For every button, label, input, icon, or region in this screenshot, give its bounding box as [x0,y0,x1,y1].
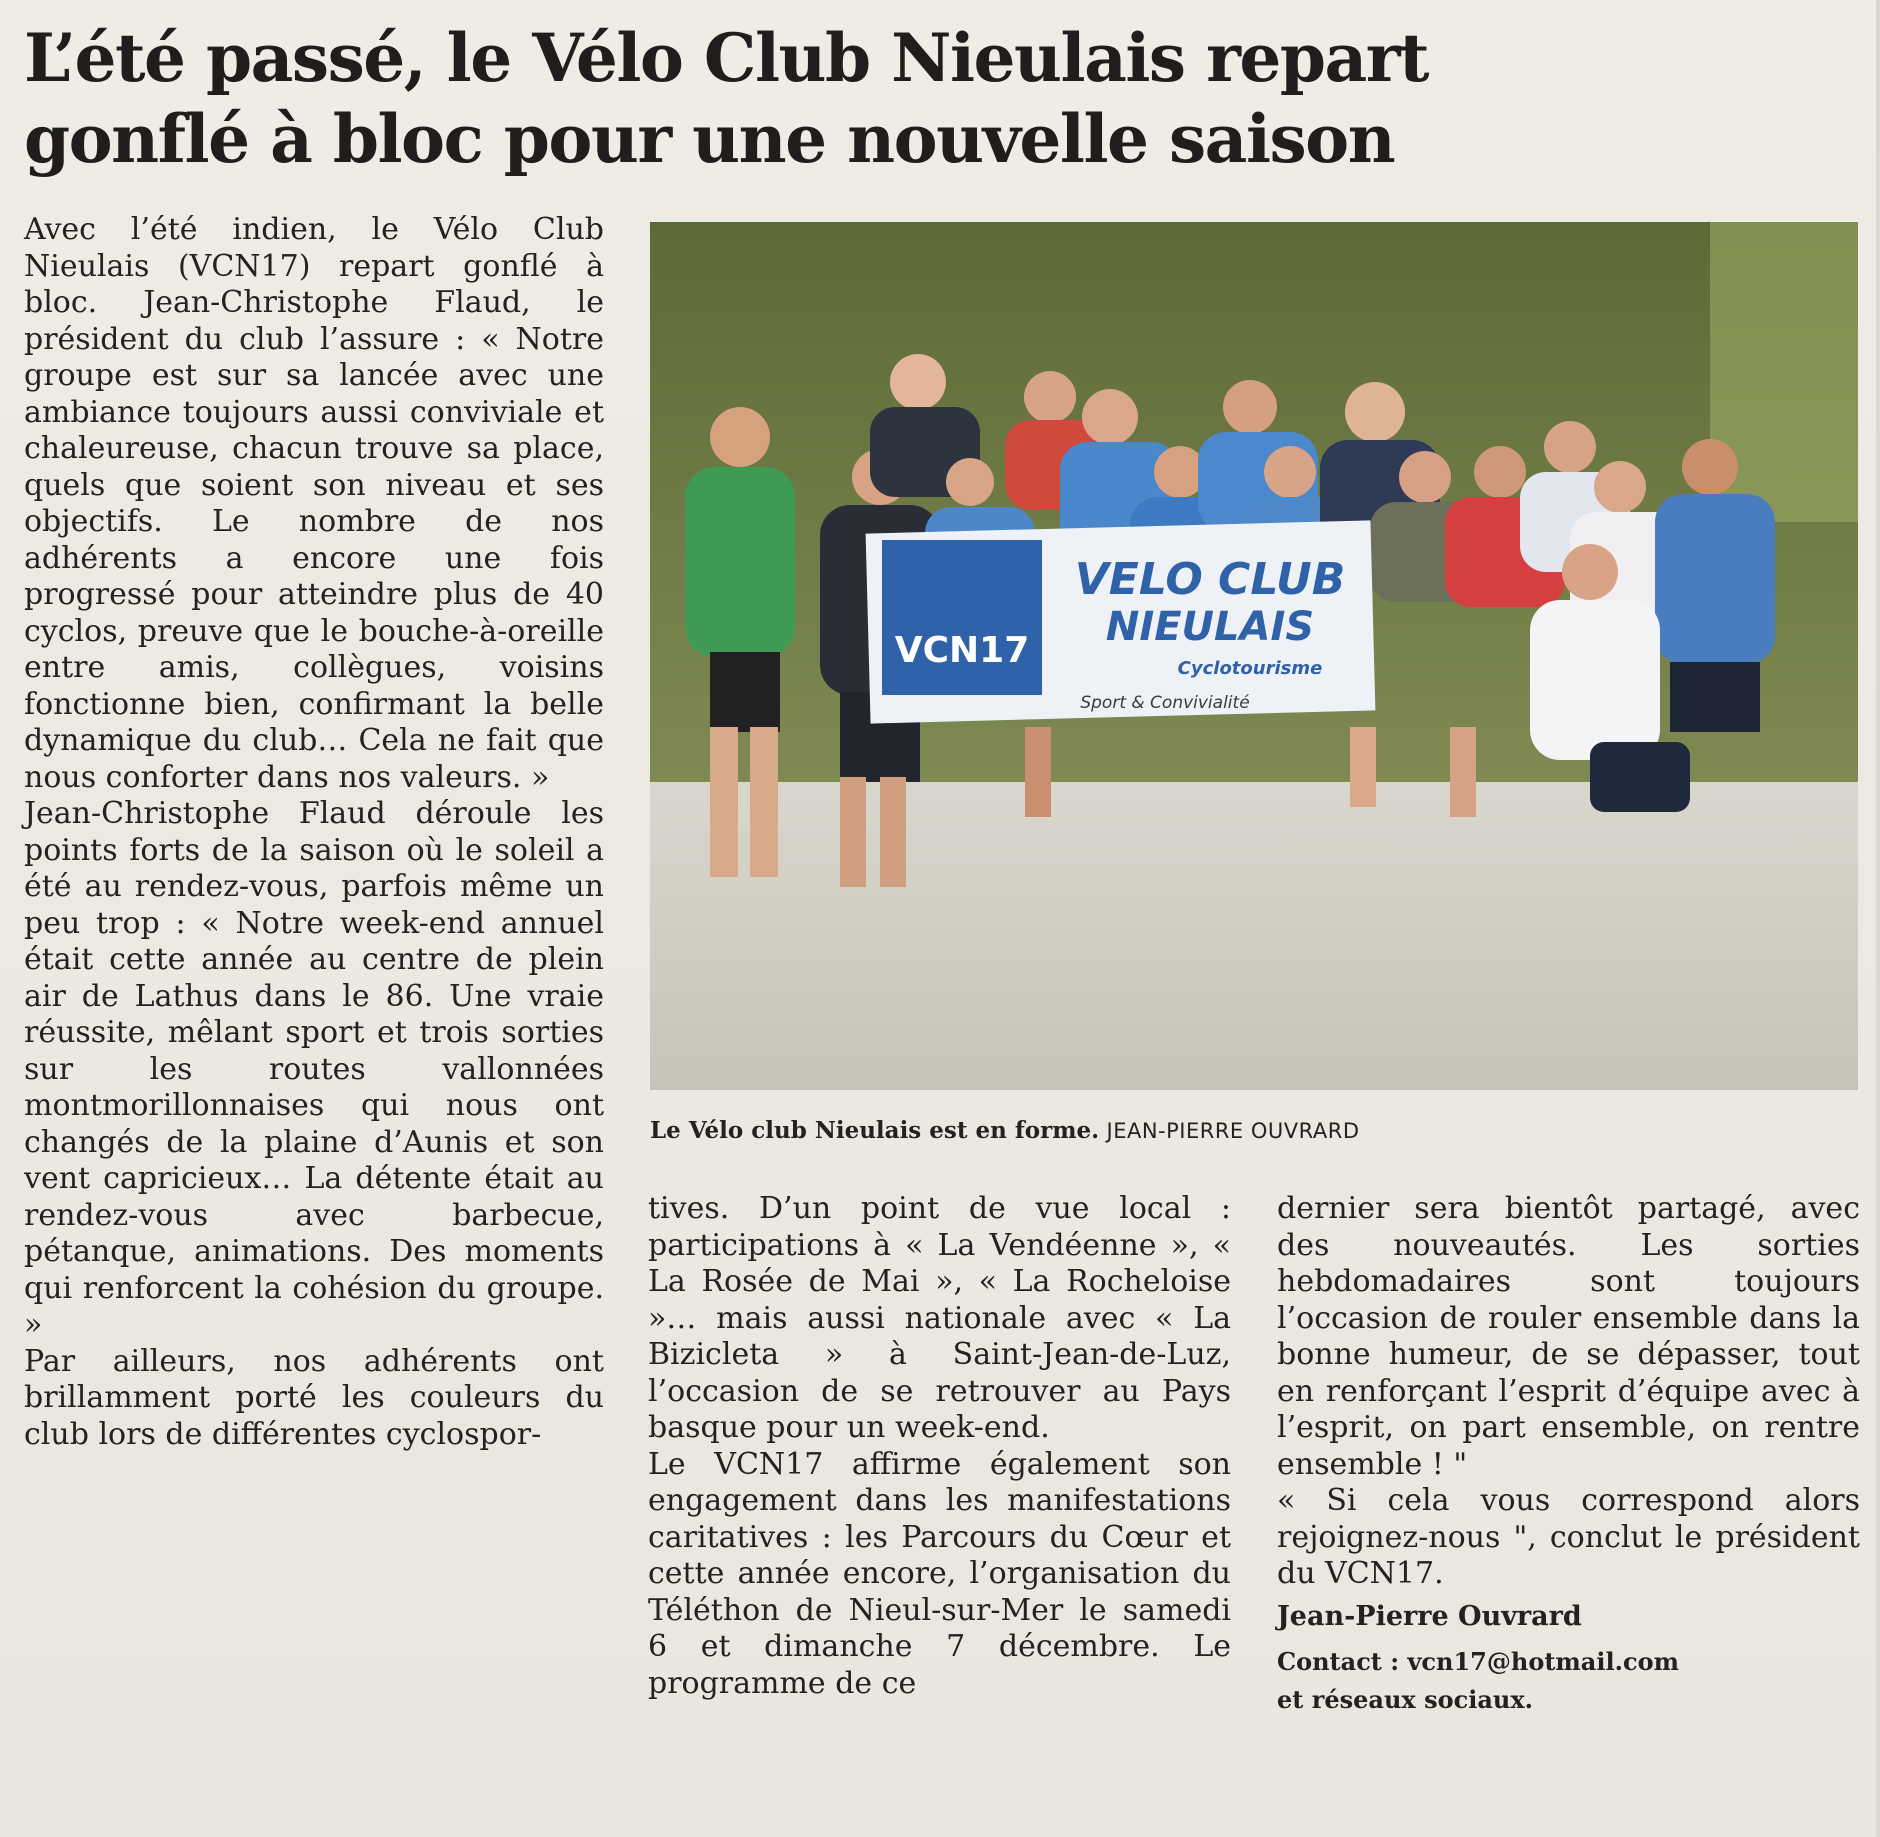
paragraph: Le VCN17 affirme également son engagement dans les manifestations caritatives : les Parcours du Cœur et cette année encore, l’organisation du Téléthon de Nieul-sur-Mer le samedi 6 et dimanche 7 décembre. Le programme de ce [648,1446,1231,1701]
banner-title-line-2: NIEULAIS [1105,604,1315,650]
headline-line-2: gonflé à bloc pour une nouvelle saison [24,100,1395,178]
photo-credit: JEAN-PIERRE OUVRARD [1106,1119,1360,1143]
banner-logo [882,540,1042,695]
paragraph: Avec l’été indien, le Vélo Club Nieulais (VCN17) repart gonflé à bloc. Jean-Christophe Flaud, le président du club l’assure : « Notre groupe est sur sa lancée avec une ambiance toujours aussi conviviale et chaleureuse, chacun trouve sa place, quels que soient son niveau et ses objectifs. Le nombre de nos adhérents a encore une fois progressé pour atteindre plus de 40 cyclos, preuve que le bouche-à-oreille entre amis, collègues, voisins fonctionne bien, confirmant la belle dynamique du club… Cela ne fait que nous conforter dans nos valeurs. » [24,212,604,795]
photo-caption [650,1113,1360,1150]
banner-tagline: Sport & Convivialité [1080,693,1250,713]
article-column-3 [1277,1191,1860,1719]
paragraph: tives. D’un point de vue local : participations à « La Vendéenne », « La Rosée de Mai », « La Rocheloise »… mais aussi nationale avec « La Bizicleta » à Saint-Jean-de-Luz, l’occasion de se retrouver au Pays basque pour un week-end. [648,1191,1231,1445]
article-column-2 [648,1191,1231,1702]
adjacent-page-edge [1876,0,1880,1837]
caption-text: Le Vélo club Nieulais est en forme. [650,1117,1100,1144]
banner-title-line-1: VELO CLUB [1074,554,1346,605]
ground [650,782,1858,1090]
paragraph: « Si cela vous correspond alors rejoignez-nous ", conclut le président du VCN17. [1277,1483,1860,1591]
club-banner [866,520,1376,723]
paragraph: dernier sera bientôt partagé, avec des nouveautés. Les sorties hebdomadaires sont toujours l’occasion de rouler ensemble dans la bonne humeur, de se dépasser, tout en renforçant l’esprit d’équipe avec à l’esprit, on part ensemble, on rentre ensemble ! " [1277,1191,1860,1482]
contact-social: et réseaux sociaux. [1277,1685,1533,1714]
group-photo [650,222,1858,1090]
headline-line-1: L’été passé, le Vélo Club Nieulais repart [24,19,1429,97]
banner-logo-text: VCN17 [894,630,1030,671]
contact-email: Contact : vcn17@hotmail.com [1277,1647,1679,1676]
contact-info [1277,1643,1860,1719]
paragraph: Jean-Christophe Flaud déroule les points forts de la saison où le soleil a été au rendez-vous, parfois même un peu trop : « Notre week-end annuel était cette année au centre de plein air de Lathus dans le 86. Une vraie réussite, mêlant sport et trois sorties sur les routes vallonnées montmorillonnaises qui nous ont changés de la plaine d’Aunis et son vent capricieux… La détente était au rendez-vous avec barbecue, pétanque, animations. Des moments qui renforcent la cohésion du groupe. » [24,796,604,1342]
headline [24,18,1604,180]
article-column-1 [24,212,604,1453]
paragraph: Par ailleurs, nos adhérents ont brillamment porté les couleurs du club lors de différentes cyclospor- [24,1343,604,1452]
author-signature: Jean-Pierre Ouvrard [1277,1600,1582,1632]
banner-subtitle: Cyclotourisme [1177,658,1323,679]
